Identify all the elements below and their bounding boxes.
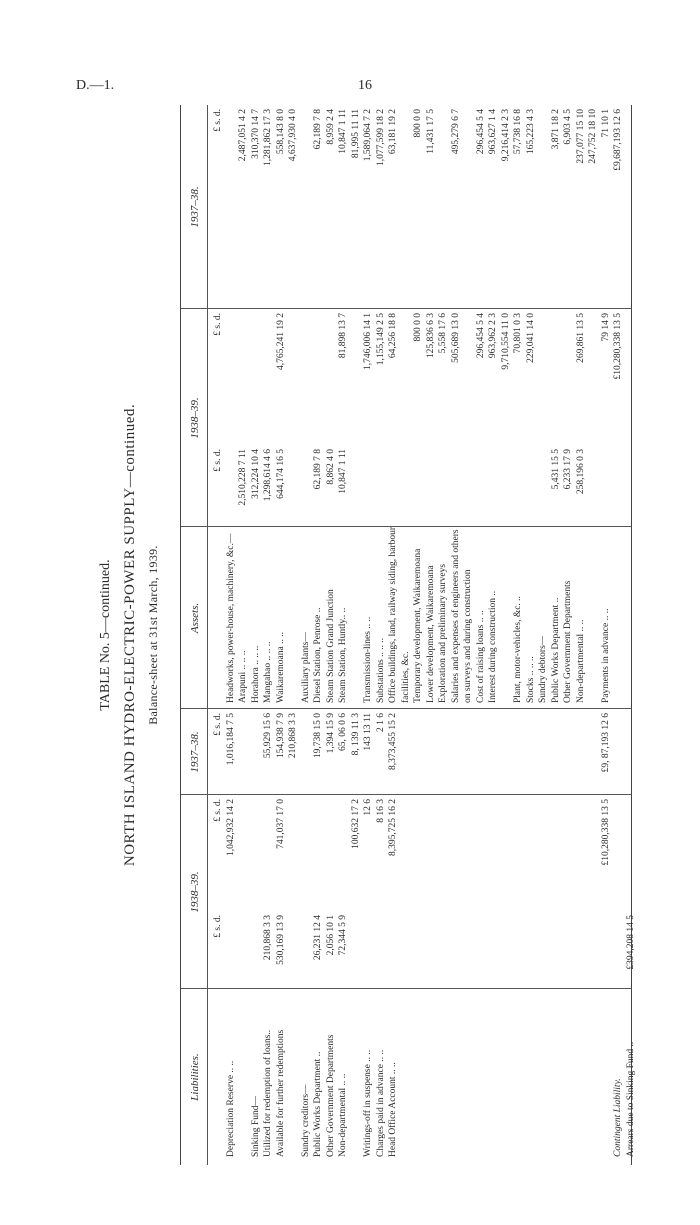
asset-amount-c: 9,216,414 2 3 <box>500 109 511 162</box>
asset-amount-b: 125,836 6 3 <box>425 313 436 359</box>
asset-amount-c: 495,279 6 7 <box>450 109 461 155</box>
asset-row <box>276 105 287 1165</box>
asset-amount-a: 312,224 10 4 <box>250 449 261 499</box>
asset-label: Plant, motor-vehicles, &c. .. <box>513 596 523 703</box>
liability-amount-a: 530,169 13 9 <box>275 915 286 965</box>
liability-label: Contingent Liability. <box>613 1078 623 1157</box>
asset-amount-c: 1,589,064 7 2 <box>363 109 373 162</box>
liabilities-1939-header: 1938–39. <box>189 871 201 913</box>
liability-label: Writings-off in suspense .. .. <box>363 1049 373 1157</box>
liability-amount-c: 143 13 11 <box>363 713 373 751</box>
asset-row <box>551 105 562 1165</box>
asset-row <box>251 105 262 1165</box>
assets-1938-header: 1937–38. <box>189 186 201 228</box>
asset-amount-c: 71 10 1 <box>600 109 611 138</box>
asset-label: Transmission-lines .. .. <box>363 616 373 703</box>
asset-label: Waikaremoana .. .. <box>275 632 286 703</box>
asset-label: on surveys and during construction <box>463 569 473 703</box>
asset-row <box>438 105 449 1165</box>
asset-label: Other Government Departments <box>563 580 573 703</box>
assets-1939-header: 1938–39. <box>189 397 201 439</box>
asset-amount-c: 57,738 16 8 <box>513 109 523 155</box>
liability-amount-a: 72,344 5 9 <box>338 915 348 956</box>
asset-label: Sundry debtors— <box>538 635 548 703</box>
asset-amount-c: 63,181 19 2 <box>388 109 398 155</box>
asset-amount-c: 237,077 15 10 <box>575 109 586 164</box>
liability-amount-a: £394,208 14 5 <box>625 915 636 970</box>
liability-amount-c: £9, 87,193 12 6 <box>600 713 611 773</box>
asset-row <box>526 105 537 1165</box>
asset-label: Interest during construction .. <box>488 590 498 703</box>
liability-label: Non-departmental .. .. <box>338 1073 348 1157</box>
asset-row <box>363 105 374 1165</box>
liability-amount-b: 8 16 3 <box>375 799 386 823</box>
asset-amount-b: £ s. d. <box>213 313 223 336</box>
liability-amount-c: £ s. d. <box>213 713 223 736</box>
asset-label: Headworks, power-house, machinery, &c.— <box>225 533 236 703</box>
liability-label: Sinking Fund— <box>250 1096 261 1157</box>
asset-amount-b: 800 0 0 <box>413 313 423 342</box>
asset-amount-a: 10,847 1 11 <box>338 449 348 494</box>
asset-amount-b: 4,765,241 19 2 <box>275 313 286 370</box>
liability-amount-c: 154,938 7 9 <box>275 713 286 759</box>
asset-row <box>463 105 474 1165</box>
asset-amount-c: 1,281,862 17 3 <box>263 109 273 166</box>
liability-amount-b: £10,280,338 13 5 <box>600 799 611 866</box>
asset-row <box>326 105 337 1165</box>
page-ref: D.—1. <box>76 78 115 93</box>
asset-amount-c: 1,077,599 18 2 <box>375 109 386 166</box>
asset-row <box>501 105 512 1165</box>
asset-label: Exploration and preliminary surveys <box>438 563 448 703</box>
asset-amount-a: 2,510,228 7 11 <box>238 449 248 506</box>
asset-row <box>563 105 574 1165</box>
sub-title: Balance-sheet at 31st March, 1939. <box>146 545 160 725</box>
asset-amount-a: 8,862 4 0 <box>325 449 336 485</box>
asset-amount-b: 1,155,149 2 5 <box>375 313 386 366</box>
liability-label: Charges paid in advance .. .. <box>375 1049 386 1157</box>
balance-sheet-table <box>180 105 636 1165</box>
asset-label: Salaries and expenses of engineers and others <box>450 529 461 703</box>
asset-label: Payments in advance .. .. <box>600 608 611 703</box>
asset-row <box>338 105 349 1165</box>
liability-amount-c: 55,929 15 6 <box>263 713 273 759</box>
asset-amount-c: 247,752 18 10 <box>588 109 598 164</box>
liability-amount-c: 210,868 3 3 <box>288 713 298 759</box>
asset-amount-c: 4,637,930 4 0 <box>288 109 298 162</box>
liability-label: Other Government Departments <box>325 1034 336 1157</box>
asset-amount-c: 165,223 4 3 <box>525 109 536 155</box>
liability-amount-b: 741,037 17 0 <box>275 799 286 849</box>
asset-amount-a: £ s. d. <box>213 449 223 472</box>
asset-label: Steam Station Grand Junction <box>325 589 336 703</box>
asset-row <box>588 105 599 1165</box>
asset-amount-c: 3,871 18 2 <box>550 109 561 150</box>
asset-amount-b: 64,256 18 8 <box>388 313 398 359</box>
asset-row <box>351 105 362 1165</box>
liability-label: Sundry creditors— <box>300 1084 311 1157</box>
asset-row <box>538 105 549 1165</box>
assets-header: Assets. <box>189 602 201 634</box>
asset-amount-c: 963,627 1 4 <box>488 109 498 155</box>
header-rule <box>207 105 208 1165</box>
asset-row <box>313 105 324 1165</box>
asset-amount-b: 505,689 13 0 <box>450 313 461 363</box>
liability-amount-b: 8,395,725 16 2 <box>388 799 398 856</box>
asset-row <box>476 105 487 1165</box>
liability-amount-c: 1,394 15 9 <box>325 713 336 754</box>
asset-label: Lower development, Waikaremoana <box>425 565 436 703</box>
asset-amount-c: 310,370 14 7 <box>250 109 261 159</box>
liability-amount-c: 8, 139 11 3 <box>350 713 361 756</box>
liabilities-header: Liabilities. <box>189 1053 201 1101</box>
asset-row <box>301 105 312 1165</box>
liability-amount-a: £ s. d. <box>213 915 223 938</box>
asset-amount-c: 800 0 0 <box>413 109 423 138</box>
asset-row <box>426 105 437 1165</box>
liability-amount-a: 26,231 12 4 <box>313 915 323 961</box>
asset-amount-c: 11,431 17 5 <box>425 109 436 154</box>
asset-label: Steam Station, Huntly.. .. <box>338 607 348 703</box>
asset-label: Stocks .. .. .. <box>525 656 536 703</box>
liability-amount-c: 19,738 15 0 <box>313 713 323 759</box>
liability-amount-c: 1,016,184 7 5 <box>225 713 236 766</box>
liability-amount-b: 1,042,932 14 2 <box>225 799 236 856</box>
asset-row <box>388 105 399 1165</box>
asset-label: Cost of raising loans .. .. <box>475 610 486 703</box>
liability-amount-b: 100,632 17 2 <box>350 799 361 849</box>
asset-amount-a: 258,196 0 3 <box>575 449 586 495</box>
asset-label: facilities, &c. <box>400 651 411 703</box>
asset-amount-c: 81,995 11 11 <box>350 109 361 159</box>
asset-label: Non-departmental .. .. <box>575 619 586 703</box>
asset-amount-a: 62,189 7 8 <box>313 449 323 490</box>
asset-label: Auxiliary plants— <box>300 632 311 703</box>
asset-amount-b: 70,801 0 3 <box>513 313 523 354</box>
asset-label: Horahora .. .. .. <box>250 645 261 703</box>
asset-amount-b: 229,041 14 0 <box>525 313 536 363</box>
asset-amount-a: 5,431 15 5 <box>550 449 561 490</box>
liability-amount-a: 2,056 10 1 <box>325 915 336 956</box>
asset-row <box>288 105 299 1165</box>
asset-amount-a: 644,174 16 5 <box>275 449 286 499</box>
asset-amount-b: 963,962 2 3 <box>488 313 498 359</box>
liability-amount-a: 210,868 3 3 <box>263 915 273 961</box>
liability-label: Public Works Department .. <box>313 1051 323 1157</box>
asset-row <box>376 105 387 1165</box>
rotated-balance-sheet <box>80 105 640 1165</box>
asset-row <box>451 105 462 1165</box>
asset-row <box>213 105 224 1165</box>
asset-row <box>576 105 587 1165</box>
asset-row <box>263 105 274 1165</box>
asset-amount-b: £10,280,338 13 5 <box>613 313 623 380</box>
liabilities-1938-header: 1937–38. <box>189 731 201 773</box>
asset-amount-c: £9,687,193 12 6 <box>613 109 623 171</box>
asset-label: Public Works Department .. <box>550 597 561 703</box>
asset-row <box>488 105 499 1165</box>
asset-amount-c: £ s. d. <box>213 109 223 132</box>
liability-label: Depreciation Reserve .. .. <box>225 1060 236 1157</box>
main-title: NORTH ISLAND HYDRO-ELECTRIC-POWER SUPPLY—continued. <box>122 403 138 867</box>
asset-amount-b: 296,454 5 4 <box>475 313 486 359</box>
asset-row <box>413 105 424 1165</box>
asset-row <box>226 105 237 1165</box>
asset-amount-b: 81,898 13 7 <box>338 313 348 359</box>
table-title: TABLE No. 5—continued. <box>98 559 113 711</box>
liability-label: Head Office Account .. .. <box>388 1062 398 1157</box>
page-number: 16 <box>358 78 372 93</box>
liability-label: Utilized for redemption of loans.. <box>263 1029 273 1157</box>
asset-amount-b: 9,710,554 11 0 <box>500 313 511 370</box>
liability-amount-c: 2 1 6 <box>375 713 386 732</box>
asset-amount-c: 8,959 2 4 <box>325 109 336 145</box>
liability-label: Arrears due to Sinking Fund .. <box>625 1041 636 1157</box>
asset-label: Diesel Station, Penrose .. <box>313 607 323 703</box>
liability-row <box>626 105 637 1165</box>
asset-amount-c: 62,189 7 8 <box>313 109 323 150</box>
asset-amount-a: 6,233 17 9 <box>563 449 573 490</box>
asset-row <box>513 105 524 1165</box>
liability-label: Available for further redemptions <box>275 1029 286 1157</box>
asset-label: Mangahao .. .. .. <box>263 641 273 703</box>
asset-label: Temporary development, Waikaremoana <box>413 548 423 703</box>
asset-amount-c: 6,903 4 5 <box>563 109 573 145</box>
asset-amount-c: 10,847 1 11 <box>338 109 348 154</box>
asset-amount-c: 2,487,051 4 2 <box>238 109 248 162</box>
liability-amount-c: 8,373,455 15 2 <box>388 713 398 770</box>
asset-amount-b: 5,558 17 6 <box>438 313 448 354</box>
asset-label: Arapuni .. .. .. <box>238 650 248 703</box>
asset-amount-c: 558,143 8 0 <box>275 109 286 155</box>
asset-row <box>601 105 612 1165</box>
liability-amount-c: 65, 06 0 6 <box>338 713 348 751</box>
asset-amount-b: 269,861 13 5 <box>575 313 586 363</box>
asset-amount-b: 79 14 9 <box>600 313 611 342</box>
asset-row <box>613 105 624 1165</box>
asset-row <box>238 105 249 1165</box>
asset-amount-b: 1,746,006 14 1 <box>363 313 373 370</box>
asset-amount-a: 1,298,614 4 6 <box>263 449 273 502</box>
liability-amount-b: £ s. d. <box>213 799 223 822</box>
asset-amount-c: 296,454 5 4 <box>475 109 486 155</box>
asset-label: Office buildings, land, railway siding, harbour <box>388 526 398 703</box>
liability-amount-b: 12 6 <box>363 799 373 816</box>
asset-label: Substations .. .. .. <box>375 637 386 703</box>
asset-row <box>401 105 412 1165</box>
